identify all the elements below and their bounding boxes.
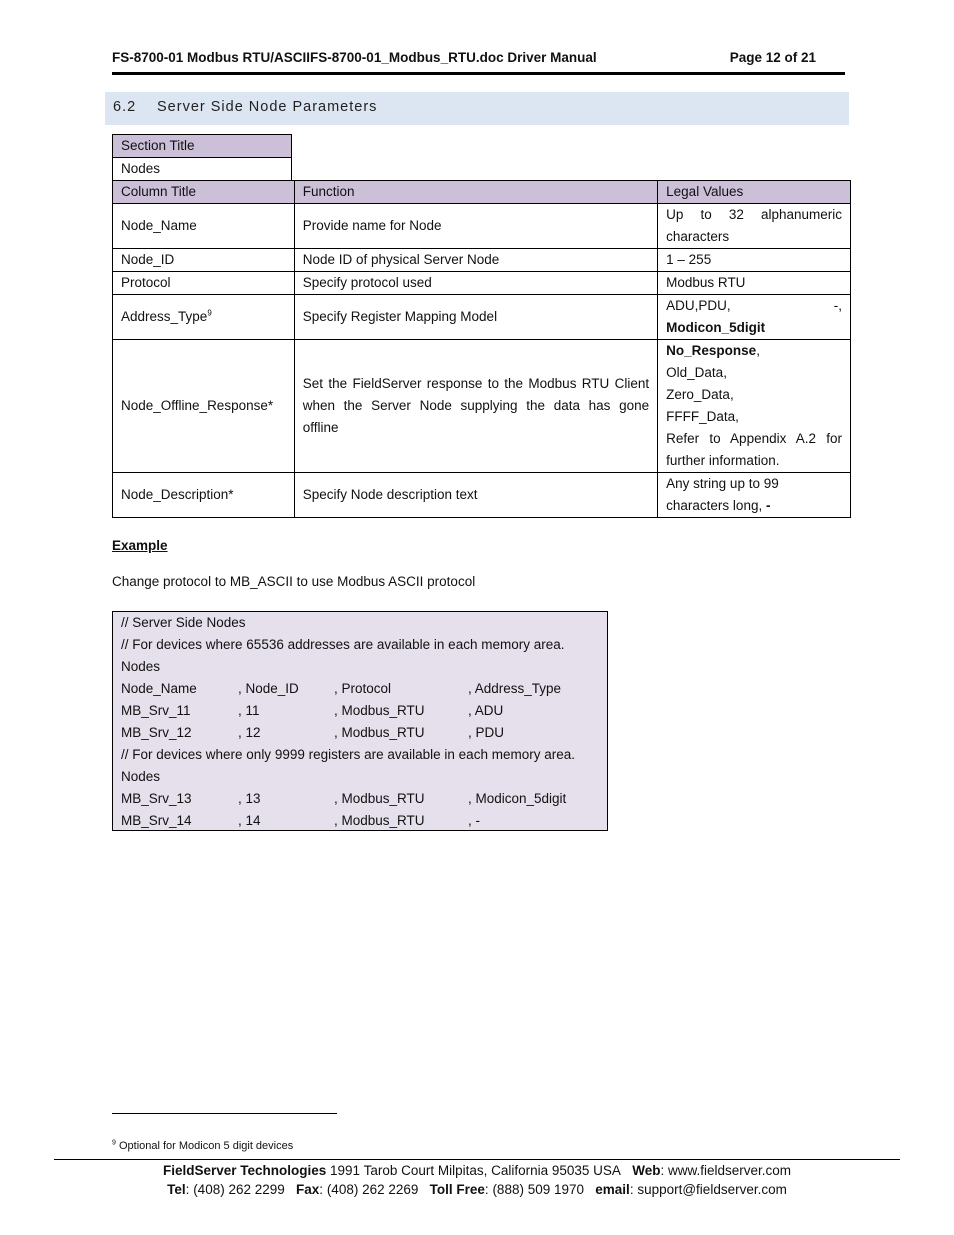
- code-cell: MB_Srv_13: [121, 791, 192, 806]
- cell-column-title: Node_Name: [113, 204, 295, 249]
- footer-address: 1991 Tarob Court Milpitas, California 95035 USA: [330, 1163, 621, 1178]
- cell-function: Specify Node description text: [294, 473, 657, 518]
- footer-email-label: email: [595, 1182, 630, 1197]
- section-number: 6.2: [113, 99, 137, 115]
- code-data-row: [121, 700, 599, 722]
- code-cell: , 13: [238, 791, 261, 806]
- cell-column-title: [113, 295, 295, 340]
- table-row: [113, 204, 851, 249]
- code-section: Nodes: [121, 659, 161, 674]
- table-row: [113, 249, 851, 272]
- document-title: FS-8700-01 Modbus RTU/ASCIIFS-8700-01_Modbus_RTU.doc Driver Manual: [112, 50, 597, 65]
- column-header: Function: [294, 181, 657, 204]
- footer-fax-label: Fax: [296, 1182, 320, 1197]
- code-cell: , Modbus_RTU: [334, 791, 425, 806]
- cell-legal-values: 1 – 255: [658, 249, 851, 272]
- code-cell: , Protocol: [334, 681, 392, 696]
- cell-column-title: Node_ID: [113, 249, 295, 272]
- code-data-row: [121, 788, 599, 810]
- code-cell: , ADU: [468, 703, 504, 718]
- cell-legal-values: [658, 473, 851, 518]
- legal-value: FFFF_Data,: [666, 409, 739, 424]
- code-cell: , Address_Type: [468, 681, 562, 696]
- code-comment: // Server Side Nodes: [121, 615, 246, 630]
- parameters-table: [112, 180, 851, 518]
- legal-value: Zero_Data,: [666, 387, 734, 402]
- code-cell: , 12: [238, 725, 261, 740]
- table-header-row: [113, 181, 851, 204]
- footer-tollfree-label: Toll Free: [429, 1182, 485, 1197]
- code-cell: , Node_ID: [238, 681, 299, 696]
- page-number: Page 12 of 21: [729, 50, 816, 65]
- section-heading: [105, 92, 849, 125]
- code-data-row: [121, 810, 599, 832]
- example-heading: Example: [112, 538, 168, 553]
- page-header: [112, 50, 816, 65]
- code-cell: MB_Srv_14: [121, 813, 192, 828]
- table-row: [113, 340, 851, 473]
- cell-column-title: Protocol: [113, 272, 295, 295]
- cell-function: Specify Register Mapping Model: [294, 295, 657, 340]
- address-type-label: Address_Type: [121, 309, 208, 324]
- legal-separator: ,: [756, 343, 760, 358]
- legal-default-value: -: [765, 498, 771, 513]
- footer-address-line: FieldServer Technologies 1991 Tarob Court Milpitas, California 95035 USA Web: www.fieldserver.com: [162, 1163, 792, 1178]
- legal-value: ADU,PDU,: [666, 298, 731, 313]
- cell-function: Specify protocol used: [294, 272, 657, 295]
- legal-value: Old_Data,: [666, 365, 727, 380]
- legal-default-value: No_Response: [666, 343, 757, 358]
- cell-legal-values: Up to 32 alphanumeric characters: [658, 204, 851, 249]
- footnote-ref: 9: [207, 308, 212, 318]
- code-cell: Node_Name: [121, 681, 197, 696]
- footer-company: FieldServer Technologies: [162, 1163, 327, 1178]
- section-title: Server Side Node Parameters: [157, 99, 378, 115]
- legal-value: -,: [833, 298, 842, 313]
- code-cell: MB_Srv_12: [121, 725, 192, 740]
- footer-tel: (408) 262 2299: [193, 1182, 285, 1197]
- footnote-number: 9: [112, 1139, 116, 1147]
- example-code-box: [112, 611, 608, 831]
- section-title-table: [112, 134, 292, 181]
- code-cell: , -: [468, 813, 480, 828]
- footer-tel-label: Tel: [167, 1182, 186, 1197]
- code-comment: // For devices where only 9999 registers are available in each memory area.: [121, 747, 575, 762]
- footnote: [112, 1140, 293, 1152]
- footer-tollfree: (888) 509 1970: [492, 1182, 585, 1197]
- table-row: [113, 272, 851, 295]
- code-cell: , Modbus_RTU: [334, 725, 425, 740]
- section-table-header: Section Title: [113, 135, 292, 158]
- footnote-rule: [112, 1113, 337, 1114]
- code-cell: MB_Srv_11: [121, 703, 191, 718]
- code-cell: , Modbus_RTU: [334, 813, 425, 828]
- header-rule: [112, 72, 845, 75]
- footer-web: www.fieldserver.com: [668, 1163, 792, 1178]
- cell-column-title: Node_Description*: [113, 473, 295, 518]
- footnote-text: Optional for Modicon 5 digit devices: [118, 1140, 294, 1152]
- cell-function: Node ID of physical Server Node: [294, 249, 657, 272]
- column-header: Column Title: [113, 181, 295, 204]
- code-section: Nodes: [121, 769, 161, 784]
- cell-function: Set the FieldServer response to the Modbus RTU Client when the Server Node supplying the data has gone offline: [294, 340, 657, 473]
- cell-function: Provide name for Node: [294, 204, 657, 249]
- table-row: [113, 473, 851, 518]
- code-cell: , 11: [238, 703, 260, 718]
- column-header: Legal Values: [658, 181, 851, 204]
- code-cell: , PDU: [468, 725, 505, 740]
- cell-legal-values: Modbus RTU: [658, 272, 851, 295]
- code-cell: , Modicon_5digit: [468, 791, 567, 806]
- legal-note: Refer to Appendix A.2 for further information.: [666, 431, 842, 468]
- table-row: [113, 295, 851, 340]
- code-columns-row: [121, 678, 599, 700]
- footer-rule: [54, 1159, 900, 1160]
- cell-legal-values: [658, 295, 851, 340]
- footer-contact-line: Tel: (408) 262 2299 Fax: (408) 262 2269 Toll Free: (888) 509 1970 email: support@fieldserver.com: [167, 1182, 787, 1197]
- code-data-row: [121, 722, 599, 744]
- section-table-value: Nodes: [113, 158, 292, 181]
- footer-email: support@fieldserver.com: [637, 1182, 787, 1197]
- code-cell: , Modbus_RTU: [334, 703, 425, 718]
- footer-fax: (408) 262 2269: [326, 1182, 419, 1197]
- cell-column-title: Node_Offline_Response*: [113, 340, 295, 473]
- legal-value: Any string up to 99 characters long,: [666, 476, 779, 513]
- code-comment: // For devices where 65536 addresses are available in each memory area.: [121, 637, 565, 652]
- code-cell: , 14: [238, 813, 261, 828]
- example-description: Change protocol to MB_ASCII to use Modbus ASCII protocol: [112, 574, 476, 589]
- legal-default-value: Modicon_5digit: [666, 320, 766, 335]
- cell-legal-values: [658, 340, 851, 473]
- footer-web-label: Web: [632, 1163, 661, 1178]
